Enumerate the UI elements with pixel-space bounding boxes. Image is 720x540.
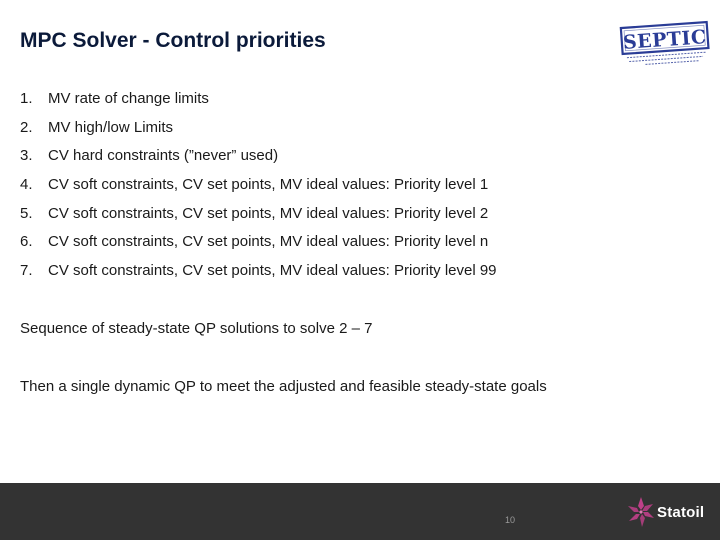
statoil-logo <box>626 496 714 528</box>
slide-title: MPC Solver - Control priorities <box>20 29 326 52</box>
list-item <box>20 261 497 290</box>
list-item-number: 6. <box>20 233 33 251</box>
list-item-number: 5. <box>20 204 33 222</box>
list-item <box>20 89 497 118</box>
list-item-number: 4. <box>20 176 33 194</box>
septic-stamp-logo <box>618 18 712 68</box>
list-item <box>20 118 497 147</box>
list-item-text: CV hard constraints (”never” used) <box>48 147 279 165</box>
list-item-text: CV soft constraints, CV set points, MV ideal values: Priority level 99 <box>48 262 497 280</box>
list-item-number: 2. <box>20 118 33 136</box>
priority-list <box>20 89 497 290</box>
list-item <box>20 175 497 204</box>
statoil-wordmark: Statoil <box>657 504 705 521</box>
list-item-text: MV high/low Limits <box>48 118 174 136</box>
septic-logo-text: SEPTIC <box>622 26 708 54</box>
list-item <box>20 204 497 233</box>
list-item-number: 3. <box>20 147 33 165</box>
sequence-paragraph: Sequence of steady-state QP solutions to solve 2 – 7 <box>20 320 373 337</box>
list-item <box>20 146 497 175</box>
page-number: 10 <box>504 515 515 525</box>
list-item-text: CV soft constraints, CV set points, MV ideal values: Priority level n <box>48 233 489 251</box>
dynamic-qp-paragraph: Then a single dynamic QP to meet the adjusted and feasible steady-state goals <box>20 378 547 395</box>
footer-bar <box>0 483 720 540</box>
list-item-text: CV soft constraints, CV set points, MV ideal values: Priority level 1 <box>48 176 489 194</box>
list-item-text: MV rate of change limits <box>48 90 209 107</box>
list-item-number: 7. <box>20 262 33 280</box>
list-item-text: CV soft constraints, CV set points, MV ideal values: Priority level 2 <box>48 204 489 222</box>
list-item-number: 1. <box>20 90 33 107</box>
list-item <box>20 232 497 261</box>
statoil-star-icon <box>626 496 656 528</box>
